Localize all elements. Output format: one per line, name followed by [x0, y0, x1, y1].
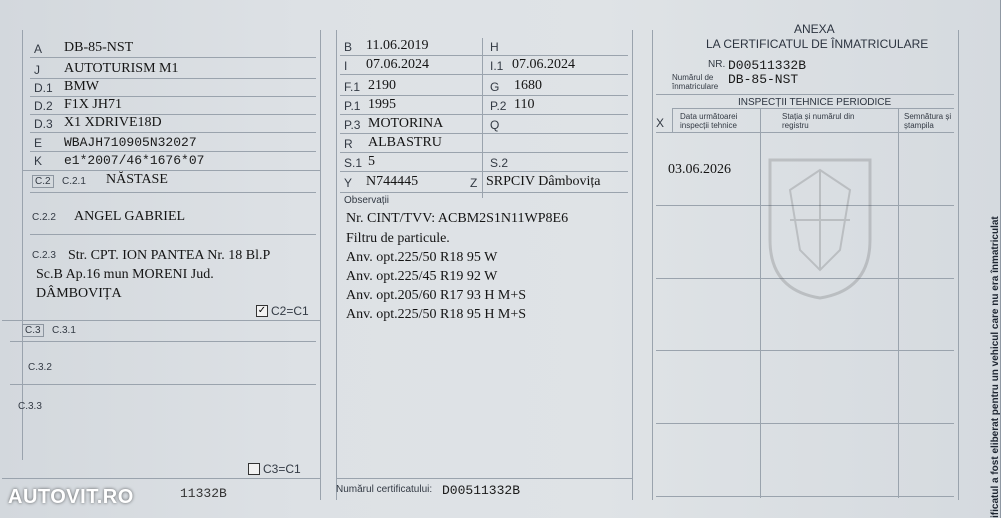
owner-first-name: ANGEL GABRIEL [74, 209, 186, 224]
field-code: D.2 [34, 99, 53, 113]
observation-line: Filtru de particule. [346, 231, 450, 246]
row-rule [656, 94, 954, 95]
side-text-line: ificatul a fost eliberat pentru un vehicul care nu era înmatriculat [990, 216, 1001, 518]
field-code: H [490, 40, 499, 54]
row-rule [672, 108, 954, 109]
row-rule [340, 192, 628, 193]
registration-number-label: Numărul de înmatriculare [672, 73, 719, 91]
field-code: Y [344, 176, 353, 190]
field-code: I [344, 59, 348, 73]
field-code: P.1 [344, 99, 361, 113]
row-rule [30, 192, 316, 193]
row-rule [340, 74, 628, 75]
engine-power: 110 [514, 97, 535, 112]
max-mass: 2190 [368, 78, 396, 93]
column-station: Stația și numărul din registru [782, 112, 855, 130]
field-value-d1: BMW [64, 79, 99, 94]
row-rule [340, 171, 628, 172]
annex-title: ANEXA [794, 22, 835, 36]
row-rule [30, 234, 316, 235]
row-rule [10, 341, 316, 342]
registration-date-i1: 07.06.2024 [512, 57, 575, 72]
row-rule [22, 170, 320, 171]
field-code: E [34, 136, 43, 150]
certificate-number-label: Numărul certificatului: [336, 484, 433, 495]
field-code: I.1 [490, 59, 504, 73]
row-rule [656, 423, 954, 424]
column-divider [482, 38, 483, 198]
address-line: DÂMBOVIȚA [36, 286, 122, 301]
panel-border [632, 30, 633, 500]
field-code: C.2.2 [32, 212, 56, 223]
registration-date: 07.06.2024 [366, 57, 429, 72]
row-rule [656, 496, 954, 497]
panel-border [336, 30, 337, 500]
row-rule [30, 57, 316, 58]
field-code: C.3.2 [28, 362, 52, 373]
field-code: D.1 [34, 81, 53, 95]
panel-border [22, 30, 23, 460]
row-rule [2, 320, 320, 321]
registration-number: DB-85-NST [728, 72, 799, 87]
field-code: C.2.1 [62, 176, 86, 187]
column-x: X [656, 116, 665, 130]
c3-equals-c1-checkbox[interactable] [248, 463, 260, 475]
row-rule [30, 132, 316, 133]
fee-number: N744445 [366, 174, 419, 189]
field-code: A [34, 42, 43, 56]
issuing-authority: SRPCIV Dâmbovița [486, 174, 601, 189]
annex-nr-value: D00511332B [728, 58, 807, 73]
row-rule [336, 478, 632, 479]
vehicle-color: ALBASTRU [368, 135, 442, 150]
field-code: F.1 [344, 80, 361, 94]
address-line: Str. CPT. ION PANTEA Nr. 18 Bl.P [68, 248, 271, 263]
row-rule [340, 55, 628, 56]
field-code: P.3 [344, 118, 361, 132]
field-value-vin: WBAJH710905N32027 [64, 135, 197, 150]
section-label-c3: C.3 [22, 324, 44, 337]
fuel-type: MOTORINA [368, 116, 444, 131]
observation-line: Anv. opt.225/50 R18 95 W [346, 250, 498, 265]
field-code: B [344, 40, 353, 54]
field-value-d3: X1 XDRIVE18D [64, 115, 162, 130]
field-code: K [34, 154, 43, 168]
field-code: C.3.1 [52, 325, 76, 336]
autovit-logo: AUTOVIT.RO [8, 486, 134, 508]
observation-line: Anv. opt.225/45 R19 92 W [346, 269, 498, 284]
checkbox-label: C3=C1 [263, 462, 301, 476]
engine-capacity: 1995 [368, 97, 396, 112]
row-rule [340, 95, 628, 96]
inspection-date: 03.06.2026 [668, 162, 731, 177]
certificate-number: D00511332B [442, 483, 521, 498]
row-rule [656, 132, 954, 133]
field-code: D.3 [34, 117, 53, 131]
checkbox-label: C2=C1 [271, 304, 309, 318]
field-code: P.2 [490, 99, 507, 113]
field-code: Q [490, 118, 500, 132]
column-signature: Semnătura și ștampila [904, 112, 952, 130]
observation-line: Nr. CINT/TVV: ACBM2S1N11WP8E6 [346, 211, 569, 226]
first-registration-date: 11.06.2019 [366, 38, 429, 53]
annex-subtitle: LA CERTIFICATUL DE ÎNMATRICULARE [706, 37, 929, 51]
field-code: Z [470, 176, 478, 190]
panel-border [320, 30, 321, 500]
inspections-title: INSPECȚII TEHNICE PERIODICE [738, 97, 892, 108]
coat-of-arms-watermark [760, 150, 880, 300]
service-mass: 1680 [514, 78, 542, 93]
c2-equals-c1-checkbox[interactable]: ✓ [257, 305, 267, 316]
section-label-c2: C.2 [32, 175, 54, 188]
address-line: Sc.B Ap.16 mun MORENI Jud. [36, 267, 214, 282]
observation-line: Anv. opt.205/60 R17 93 H M+S [346, 288, 527, 303]
left-cert-number: 11332B [180, 486, 227, 501]
column-divider [672, 108, 673, 132]
column-divider [898, 108, 899, 498]
row-rule [2, 478, 320, 479]
row-rule [10, 384, 316, 385]
row-rule [340, 133, 628, 134]
column-next-inspection: Data următoarei inspecții tehnice [680, 112, 738, 130]
field-value-j: AUTOTURISM M1 [64, 61, 179, 76]
row-rule [340, 114, 628, 115]
field-value-a: DB-85-NST [64, 40, 134, 55]
row-rule [656, 350, 954, 351]
field-code: S.2 [490, 156, 509, 170]
side-legal-text [972, 40, 1001, 518]
owner-surname: NĂSTASE [106, 172, 168, 187]
field-value-k: e1*2007/46*1676*07 [64, 153, 205, 168]
seats: 5 [368, 154, 375, 169]
panel-border [652, 30, 653, 500]
field-code: G [490, 80, 500, 94]
row-rule [30, 151, 316, 152]
panel-border [958, 30, 959, 500]
row-rule [340, 152, 628, 153]
field-code: R [344, 137, 353, 151]
annex-nr-label: NR. [708, 59, 726, 70]
field-code: J [34, 63, 40, 77]
observations-label: Observații [344, 195, 390, 206]
field-code: S.1 [344, 156, 363, 170]
field-code: C.3.3 [18, 401, 42, 412]
field-code: C.2.3 [32, 250, 56, 261]
observation-line: Anv. opt.225/50 R18 95 H M+S [346, 307, 527, 322]
field-value-d2: F1X JH71 [64, 97, 122, 112]
